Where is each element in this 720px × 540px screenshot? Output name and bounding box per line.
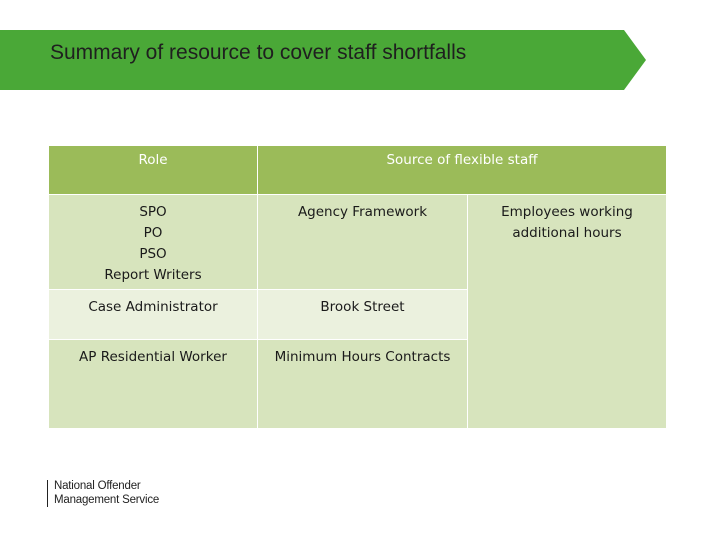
role-report-writers: Report Writers: [104, 267, 202, 283]
source-cell: Agency Framework: [258, 195, 468, 290]
role-po: PO: [143, 225, 163, 241]
role-ap-residential-worker: AP Residential Worker: [79, 349, 227, 365]
source-cell: Minimum Hours Contracts: [258, 340, 468, 429]
table-row: [49, 195, 667, 290]
title-banner: [0, 30, 646, 90]
logo-line-1: National Offender: [54, 480, 141, 492]
shared-source-cell: Employees working additional hours: [468, 195, 667, 429]
slide-title: Summary of resource to cover staff shortfalls: [50, 41, 467, 64]
role-spo: SPO: [139, 204, 167, 220]
role-pso: PSO: [139, 246, 167, 262]
header-role: Role: [49, 146, 258, 195]
resource-table: [48, 145, 667, 429]
table-header-row: [49, 146, 667, 195]
role-cell: [49, 195, 258, 290]
header-source: Source of flexible staff: [258, 146, 667, 195]
noms-logo: [47, 480, 159, 507]
role-cell: [49, 290, 258, 340]
logo-line-2: Management Service: [54, 493, 160, 506]
source-cell: Brook Street: [258, 290, 468, 340]
role-cell: [49, 340, 258, 429]
role-case-administrator: Case Administrator: [88, 299, 218, 315]
